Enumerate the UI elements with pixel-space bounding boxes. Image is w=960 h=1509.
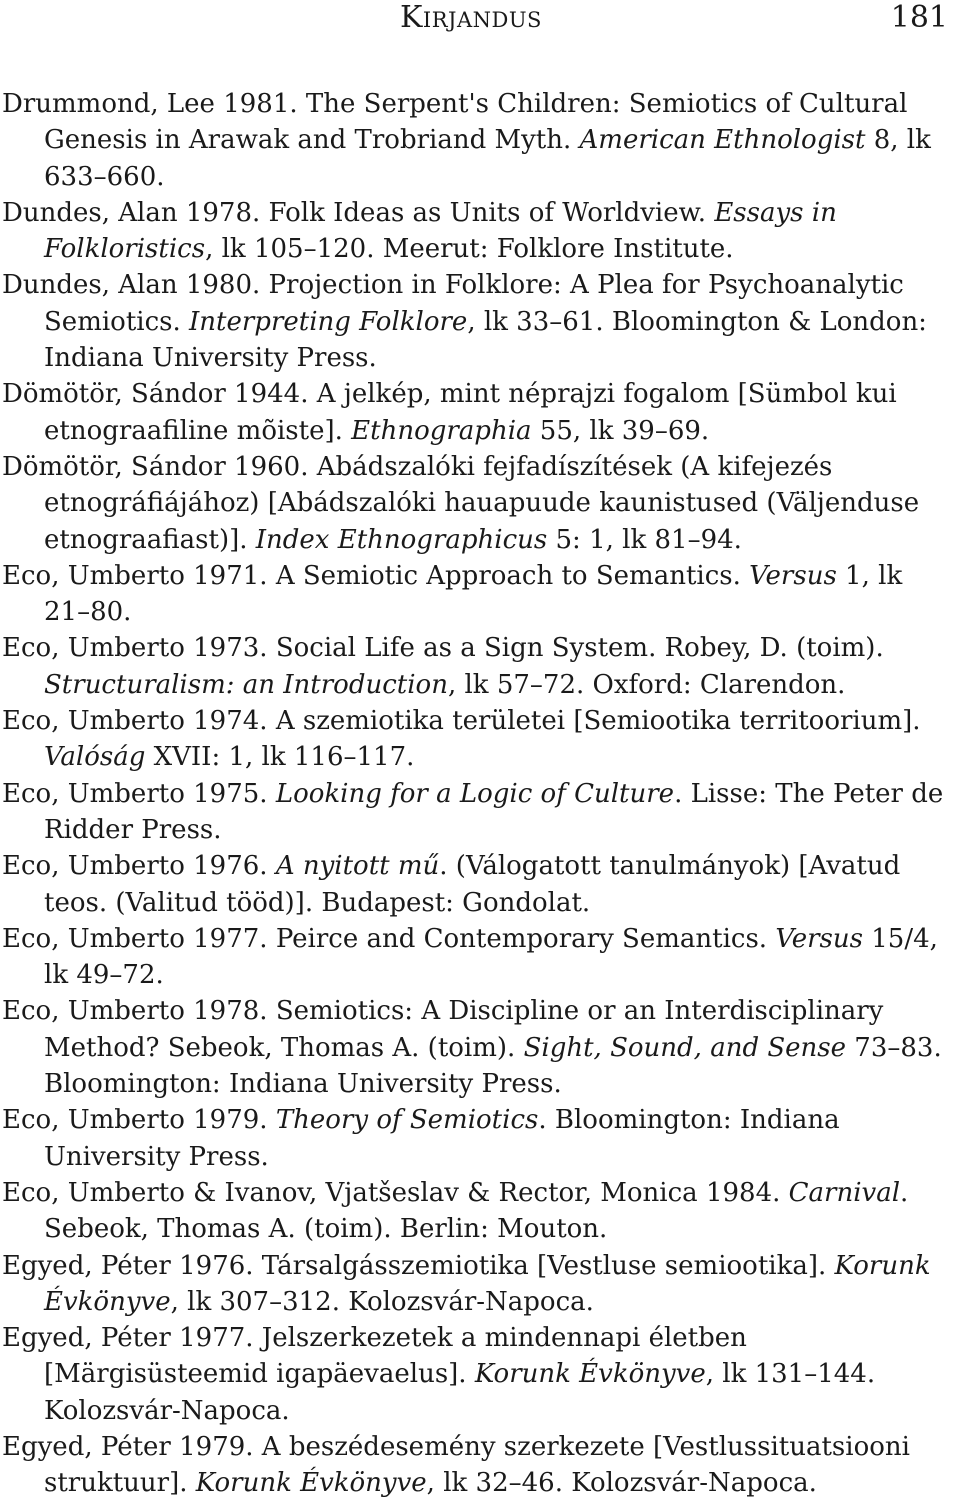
reference-title-italic: Korunk Évkönyve	[195, 1468, 427, 1499]
reference-text: . Bloomington: Indiana University Press.	[44, 1105, 840, 1172]
reference-text: . Sebeok, Thomas A. (toim). Berlin: Mouton.	[44, 1177, 909, 1245]
reference-text: , lk 105–120. Meerut: Folklore Institute.	[205, 234, 734, 265]
page-header	[2, 0, 954, 86]
reference-text: Egyed, Péter 1979. A beszédesemény szerkezete [Vestlussituatsiooni struktuur].	[2, 1431, 910, 1499]
reference-text: Eco, Umberto 1977. Peirce and Contemporary Semantics.	[2, 923, 776, 954]
reference-entry	[2, 1429, 954, 1502]
reference-title-italic: Versus	[749, 560, 837, 591]
reference-entry	[2, 776, 954, 849]
reference-text: Egyed, Péter 1976. Társalgásszemiotika [Vestluse semiootika].	[2, 1250, 835, 1281]
reference-text: , lk 33–61. Bloomington & London: Indiana University Press.	[44, 306, 927, 374]
reference-text: , lk 307–312. Kolozsvár-Napoca.	[170, 1286, 594, 1317]
reference-entry	[2, 558, 954, 631]
reference-text: Eco, Umberto 1971. A Semiotic Approach to Semantics.	[2, 560, 750, 591]
reference-text: , lk 131–144. Kolozsvár-Napoca.	[44, 1359, 876, 1426]
reference-entry	[2, 921, 954, 994]
reference-title-italic: Valóság	[44, 742, 146, 773]
reference-text: Egyed, Péter 1977. Jelszerkezetek a mindennapi életben [Märgisüsteemid igapäevaelus].	[2, 1323, 747, 1390]
reference-entry	[2, 1102, 954, 1175]
reference-title-italic: Korunk Évkönyve	[474, 1359, 706, 1390]
reference-title-italic: Looking for a Logic of Culture	[275, 778, 675, 809]
reference-text: 1, lk 21–80.	[44, 560, 903, 628]
reference-entry	[2, 267, 954, 376]
reference-text: 15/4, lk 49–72.	[44, 923, 938, 991]
reference-text: Eco, Umberto 1978. Semiotics: A Discipline or an Interdisciplinary Method? Sebeok, Thomas A. (toim).	[2, 996, 884, 1063]
reference-title-italic: Structuralism: an Introduction	[44, 669, 448, 700]
reference-title-italic: Carnival	[788, 1177, 901, 1208]
reference-text: 8, lk 633–660.	[44, 125, 931, 192]
reference-entry	[2, 630, 954, 703]
reference-title-italic: Index Ethnographicus	[255, 524, 548, 555]
reference-text: Dömötör, Sándor 1944. A jelkép, mint néprajzi fogalom [Sümbol kui etnograafiline mõiste].	[2, 379, 897, 446]
reference-list	[2, 86, 954, 1502]
reference-text: , lk 32–46. Kolozsvár-Napoca.	[426, 1468, 817, 1499]
reference-text: , lk 57–72. Oxford: Clarendon.	[447, 669, 846, 700]
reference-text: 5: 1, lk 81–94.	[547, 524, 742, 555]
reference-text: Dömötör, Sándor 1960. Abádszalóki fejfadíszítések (A kifejezés etnográfiájához) [Abádszalóki hauapuude kaunistused (Väljenduse etnograafiast)].	[2, 451, 920, 555]
reference-title-italic: Korunk Évkönyve	[44, 1250, 931, 1317]
reference-title-italic: Ethnographia	[351, 415, 532, 446]
reference-text: Dundes, Alan 1978. Folk Ideas as Units of Worldview.	[2, 197, 715, 228]
reference-text: Eco, Umberto 1974. A szemiotika területei [Semiootika territoorium].	[2, 706, 921, 737]
reference-text: Eco, Umberto 1973. Social Life as a Sign System. Robey, D. (toim).	[2, 633, 884, 664]
reference-text: Drummond, Lee 1981. The Serpent's Children: Semiotics of Cultural Genesis in Arawak and Trobriand Myth.	[2, 89, 908, 156]
reference-text: Eco, Umberto & Ivanov, Vjatšeslav & Rector, Monica 1984.	[2, 1177, 789, 1208]
reference-entry	[2, 86, 954, 195]
reference-entry	[2, 703, 954, 776]
reference-text: XVII: 1, lk 116–117.	[145, 742, 415, 773]
reference-text: Eco, Umberto 1975.	[2, 778, 276, 809]
reference-text: . Lisse: The Peter de Ridder Press.	[44, 778, 944, 845]
reference-text: Dundes, Alan 1980. Projection in Folklore: A Plea for Psychoanalytic Semiotics.	[2, 270, 904, 337]
reference-entry	[2, 195, 954, 268]
reference-entry	[2, 848, 954, 921]
reference-title-italic: Theory of Semiotics	[275, 1105, 539, 1136]
reference-text: 73–83. Bloomington: Indiana University Press.	[44, 1032, 942, 1100]
reference-title-italic: American Ethnologist	[579, 125, 866, 156]
reference-entry	[2, 1175, 954, 1248]
reference-text: 55, lk 39–69.	[531, 415, 710, 446]
running-title: Kirjandus	[400, 0, 542, 35]
reference-entry	[2, 1320, 954, 1429]
page-number: 181	[890, 0, 948, 35]
reference-text: . (Válogatott tanulmányok) [Avatud teos. (Valitud tööd)]. Budapest: Gondolat.	[44, 851, 901, 918]
reference-title-italic: Essays in Folkloristics	[44, 197, 837, 265]
reference-entry	[2, 993, 954, 1102]
reference-text: Eco, Umberto 1976.	[2, 851, 276, 882]
reference-entry	[2, 1248, 954, 1321]
reference-entry	[2, 449, 954, 558]
reference-title-italic: A nyitott mű	[275, 851, 440, 882]
reference-entry	[2, 376, 954, 449]
reference-title-italic: Versus	[775, 923, 863, 954]
reference-title-italic: Interpreting Folklore	[189, 306, 468, 337]
reference-text: Eco, Umberto 1979.	[2, 1105, 276, 1136]
reference-title-italic: Sight, Sound, and Sense	[523, 1032, 847, 1063]
